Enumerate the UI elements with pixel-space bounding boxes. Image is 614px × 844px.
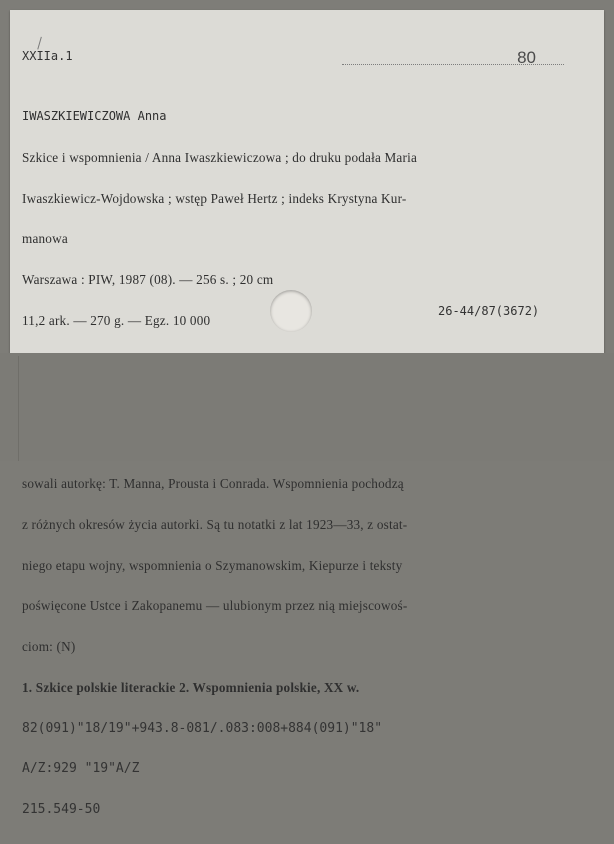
- bottom-code: 26-44/87(3672): [438, 304, 540, 318]
- annotation-line-5: niego etapu wojny, wspomnienia o Szymanowskim, Kiepurze i teksty: [22, 557, 403, 573]
- classification-line-2: A/Z:929 "19"A/Z: [22, 761, 140, 777]
- annotation-line-4: z różnych okresów życia autorki. Są tu notatki z lat 1923—33, z ostat-: [22, 516, 408, 532]
- classification-line-1: 82(091)"18/19"+943.8-081/.083:008+884(091)"18": [22, 720, 383, 736]
- classification-line-3: 215.549-50: [22, 802, 101, 818]
- call-number: XXIIa.1: [22, 49, 73, 63]
- contributors-line: Iwaszkiewicz-Wojdowska ; wstęp Paweł Hertz ; indeks Krystyna Kur-: [22, 190, 407, 206]
- annotation-line-7: ciom: (N): [22, 639, 76, 655]
- title-line: Szkice i wspomnienia / Anna Iwaszkiewiczowa ; do druku podała Maria: [22, 149, 417, 165]
- annotation-line-6: poświęcone Ustce i Zakopanemu — ulubionym przez nią miejscowoś-: [22, 598, 408, 614]
- publication-line: Warszawa : PIW, 1987 (08). — 256 s. ; 20 cm: [22, 272, 274, 288]
- author-heading: IWASZKIEWICZOWA Anna: [22, 108, 167, 123]
- record-number: 80: [517, 48, 536, 67]
- annotation-line-3: sowali autorkę: T. Manna, Prousta i Conrada. Wspomnienia pochodzą: [22, 476, 404, 491]
- lower-card-edge: [18, 356, 19, 461]
- subject-headings-line: 1. Szkice polskie literackie 2. Wspomnienia polskie, XX w.: [22, 679, 360, 695]
- lower-card-background: [0, 353, 614, 461]
- punched-hole: [270, 290, 312, 332]
- extent-line: 11,2 ark. — 270 g. — Egz. 10 000: [22, 312, 211, 328]
- contributors-continuation-line: manowa: [22, 231, 68, 247]
